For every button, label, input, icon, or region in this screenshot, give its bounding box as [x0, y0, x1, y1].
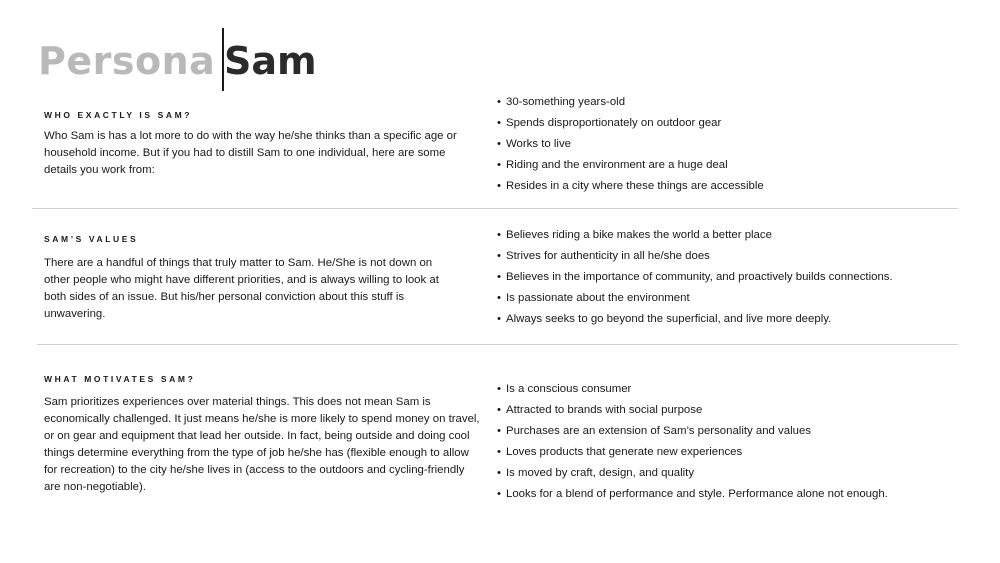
section-body: There are a handful of things that truly matter to Sam. He/She is not down on other people who might have different priorities, and is always willing to look at both sides of an issue. But his/her personal conviction about this stuff is unwavering. — [44, 257, 439, 320]
bullet-marker: • — [497, 96, 501, 108]
section-heading: SAM’S VALUES — [44, 234, 139, 244]
list-item — [497, 176, 764, 197]
bullet-marker: • — [497, 446, 501, 458]
bullet-marker: • — [497, 180, 501, 192]
list-item-text: Spends disproportionately on outdoor gear — [506, 117, 722, 129]
list-item-text: Resides in a city where these things are accessible — [506, 180, 764, 192]
list-item-text: Attracted to brands with social purpose — [506, 404, 703, 416]
bullet-marker: • — [497, 229, 501, 241]
section-divider — [32, 208, 958, 209]
list-item-text: Looks for a blend of performance and style. Performance alone not enough. — [506, 488, 888, 500]
bullet-marker: • — [497, 404, 501, 416]
list-item-text: Purchases are an extension of Sam’s personality and values — [506, 425, 811, 437]
bullet-marker: • — [497, 159, 501, 171]
page-title-name: Sam — [224, 39, 317, 83]
bullet-list — [497, 92, 764, 197]
list-item — [497, 134, 764, 155]
section-body: Who Sam is has a lot more to do with the way he/she thinks than a specific age or household income. But if you had to distill Sam to one individual, here are some details you work from: — [44, 130, 457, 176]
bullet-list — [497, 225, 893, 330]
list-item — [497, 267, 893, 288]
list-item-text: Always seeks to go beyond the superficial, and live more deeply. — [506, 313, 832, 325]
list-item — [497, 155, 764, 176]
section-body: Sam prioritizes experiences over material things. This does not mean Sam is economically challenged. It just means he/she is more likely to spend money on travel, or on gear and equipment that lead her outside. In fact, being outside and doing cool things determine everything from the type of job he/she has (flexible enough to allow for recreation) to the city he/she lives in (access to the outdoors and cycling-friendly are non-negotiable). — [44, 396, 480, 493]
list-item — [497, 309, 893, 330]
list-item-text: Strives for authenticity in all he/she does — [506, 250, 710, 262]
list-item — [497, 400, 888, 421]
list-item — [497, 225, 893, 246]
section-heading: WHO EXACTLY IS SAM? — [44, 110, 193, 120]
bullet-marker: • — [497, 292, 501, 304]
bullet-marker: • — [497, 383, 501, 395]
list-item — [497, 484, 888, 505]
bullet-marker: • — [497, 250, 501, 262]
bullet-marker: • — [497, 117, 501, 129]
list-item-text: Is a conscious consumer — [506, 383, 632, 395]
section-divider — [37, 344, 958, 345]
bullet-marker: • — [497, 138, 501, 150]
list-item-text: Is passionate about the environment — [506, 292, 690, 304]
list-item-text: Riding and the environment are a huge deal — [506, 159, 728, 171]
list-item — [497, 421, 888, 442]
bullet-list — [497, 379, 888, 505]
section-heading: WHAT MOTIVATES SAM? — [44, 374, 196, 384]
list-item-text: Is moved by craft, design, and quality — [506, 467, 695, 479]
list-item — [497, 113, 764, 134]
list-item — [497, 288, 893, 309]
list-item-text: 30-something years-old — [506, 96, 626, 108]
bullet-marker: • — [497, 271, 501, 283]
list-item-text: Believes riding a bike makes the world a better place — [506, 229, 772, 241]
page-title-label: Persona — [38, 39, 216, 83]
bullet-marker: • — [497, 488, 501, 500]
bullet-marker: • — [497, 467, 501, 479]
list-item — [497, 246, 893, 267]
list-item-text: Believes in the importance of community, and proactively builds connections. — [506, 271, 893, 283]
list-item — [497, 379, 888, 400]
bullet-marker: • — [497, 313, 501, 325]
bullet-marker: • — [497, 425, 501, 437]
list-item — [497, 442, 888, 463]
list-item — [497, 463, 888, 484]
list-item-text: Loves products that generate new experiences — [506, 446, 743, 458]
list-item — [497, 92, 764, 113]
list-item-text: Works to live — [506, 138, 571, 150]
